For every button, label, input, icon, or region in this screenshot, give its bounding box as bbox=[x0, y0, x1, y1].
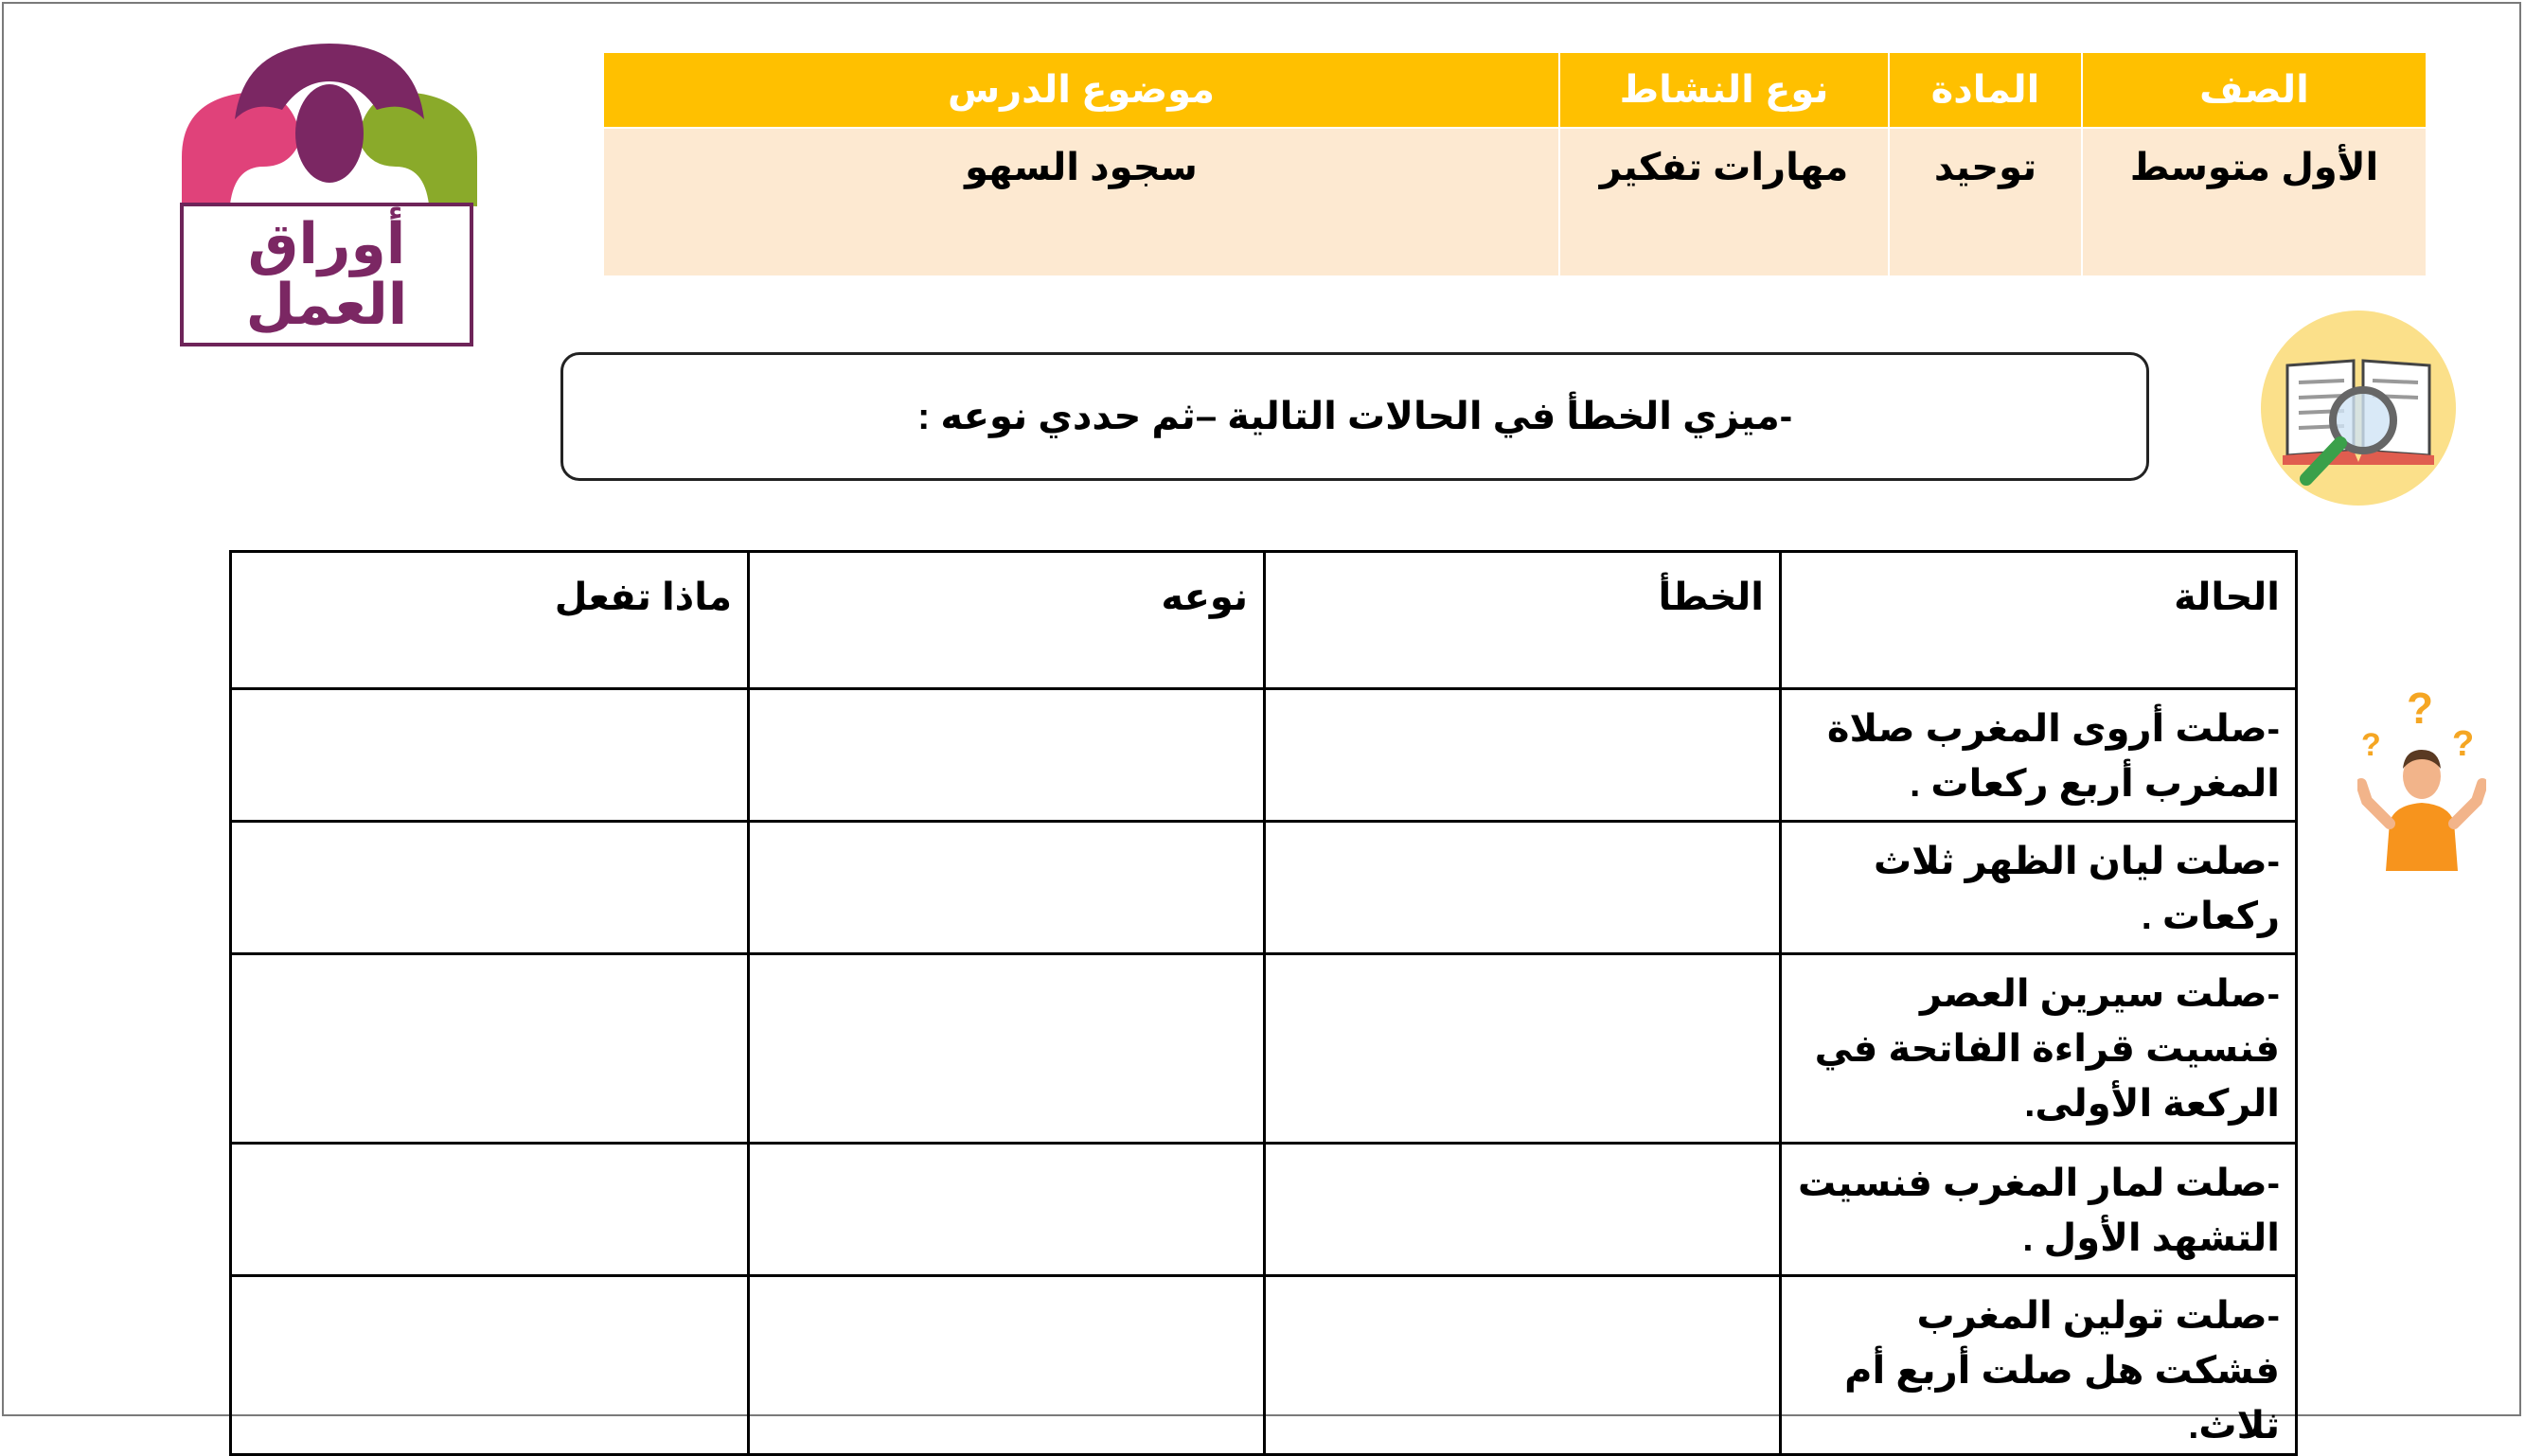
error-cell[interactable] bbox=[1265, 689, 1781, 822]
confused-person-icon bbox=[2357, 689, 2486, 871]
logo-line-1: أوراق bbox=[247, 211, 406, 277]
table-row bbox=[231, 1144, 2297, 1276]
lesson-info-header-row bbox=[603, 52, 2427, 128]
type-cell[interactable] bbox=[749, 1276, 1265, 1455]
what-to-do-cell[interactable] bbox=[231, 689, 749, 822]
error-cell[interactable] bbox=[1265, 822, 1781, 954]
header-activity-type-label: نوع النشاط bbox=[1559, 52, 1889, 128]
column-header-type: نوعه bbox=[749, 552, 1265, 689]
error-cell[interactable] bbox=[1265, 1276, 1781, 1455]
table-row bbox=[231, 822, 2297, 954]
header-subject-label: المادة bbox=[1889, 52, 2082, 128]
instruction-text: -ميزي الخطأ في الحالات التالية –ثم حددي نوعه : bbox=[916, 396, 1793, 437]
lesson-topic-value: سجود السهو bbox=[603, 128, 1559, 276]
lesson-info-value-row bbox=[603, 128, 2427, 276]
book-magnifier-icon bbox=[2259, 309, 2458, 507]
subject-value: توحيد bbox=[1889, 128, 2082, 276]
worksheet-table bbox=[229, 550, 2298, 1456]
what-to-do-cell[interactable] bbox=[231, 1276, 749, 1455]
column-header-what-to-do: ماذا تفعل bbox=[231, 552, 749, 689]
what-to-do-cell[interactable] bbox=[231, 822, 749, 954]
case-cell: -صلت تولين المغرب فشكت هل صلت أربع أم ثلاث. bbox=[1781, 1276, 2297, 1455]
logo-arch-graphic bbox=[178, 44, 481, 214]
table-row bbox=[231, 689, 2297, 822]
case-cell: -صلت ليان الظهر ثلاث ركعات . bbox=[1781, 822, 2297, 954]
error-cell[interactable] bbox=[1265, 954, 1781, 1144]
worksheets-logo bbox=[178, 44, 481, 356]
type-cell[interactable] bbox=[749, 689, 1265, 822]
lesson-info-table bbox=[602, 51, 2427, 277]
what-to-do-cell[interactable] bbox=[231, 954, 749, 1144]
svg-text:?: ? bbox=[2452, 724, 2475, 764]
table-row bbox=[231, 1276, 2297, 1455]
what-to-do-cell[interactable] bbox=[231, 1144, 749, 1276]
instruction-box bbox=[560, 352, 2149, 481]
header-grade-label: الصف bbox=[2082, 52, 2427, 128]
svg-text:?: ? bbox=[2407, 689, 2434, 733]
svg-text:?: ? bbox=[2361, 727, 2381, 763]
column-header-case: الحالة bbox=[1781, 552, 2297, 689]
logo-label-box bbox=[180, 203, 473, 346]
worksheet-header-row bbox=[231, 552, 2297, 689]
type-cell[interactable] bbox=[749, 822, 1265, 954]
logo-line-2: العمل bbox=[245, 272, 408, 338]
type-cell[interactable] bbox=[749, 954, 1265, 1144]
table-row bbox=[231, 954, 2297, 1144]
header-lesson-topic-label: موضوع الدرس bbox=[603, 52, 1559, 128]
grade-value: الأول متوسط bbox=[2082, 128, 2427, 276]
activity-type-value: مهارات تفكير bbox=[1559, 128, 1889, 276]
column-header-error: الخطأ bbox=[1265, 552, 1781, 689]
case-cell: -صلت أروى المغرب صلاة المغرب أربع ركعات . bbox=[1781, 689, 2297, 822]
case-cell: -صلت لمار المغرب فنسيت التشهد الأول . bbox=[1781, 1144, 2297, 1276]
error-cell[interactable] bbox=[1265, 1144, 1781, 1276]
case-cell: -صلت سيرين العصر فنسيت قراءة الفاتحة في الركعة الأولى. bbox=[1781, 954, 2297, 1144]
type-cell[interactable] bbox=[749, 1144, 1265, 1276]
